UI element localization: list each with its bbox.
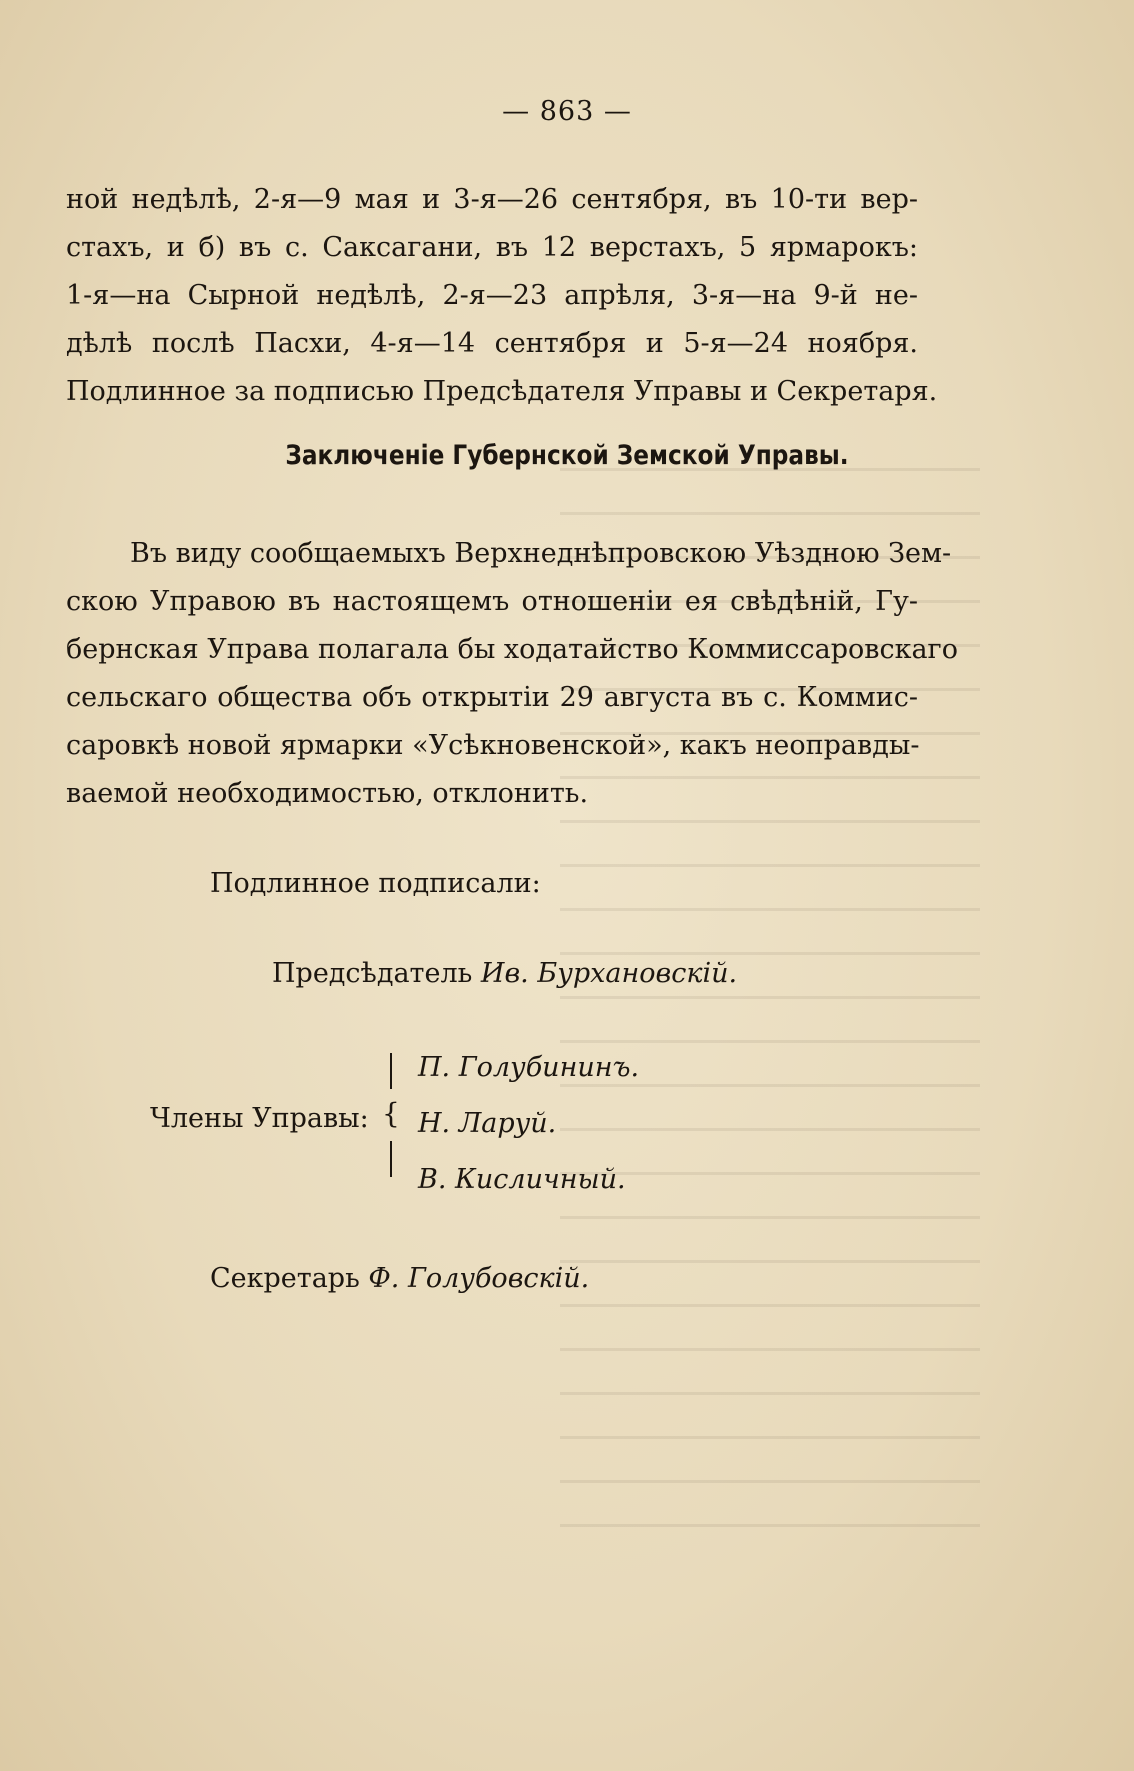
paragraph-conclusion [66, 530, 958, 818]
text-line: скою Управою въ настоящемъ отношеніи ея свѣдѣній, Гу- [66, 586, 918, 617]
member-name: Н. Ларуй. [418, 1108, 557, 1139]
section-heading: Заключеніе Губернской Земской Управы. [285, 440, 849, 471]
text-line: сельскаго общества объ открытіи 29 августа въ с. Коммис- [66, 682, 918, 713]
members-label: Члены Управы: [150, 1103, 369, 1134]
text-line: 1-я—на Сырной недѣлѣ, 2-я—23 апрѣля, 3-я—на 9-й не- [66, 280, 918, 311]
secretary-name: Ф. Голубовскій. [368, 1263, 590, 1294]
signed-label: Подлинное подписали: [210, 868, 541, 899]
text-line: бернская Управа полагала бы ходатайство Коммиссаровскаго [66, 634, 958, 665]
secretary-title: Секретарь [210, 1263, 360, 1294]
member-name: П. Голубининъ. [418, 1052, 640, 1083]
text-line: саровкѣ новой ярмарки «Усѣкновенской», какъ неоправды- [66, 730, 920, 761]
chairman-name: Ив. Бурхановскій. [480, 958, 738, 989]
brace-mark: { [384, 1045, 398, 1185]
text-line: Подлинное за подписью Предсѣдателя Управы и Секретаря. [66, 376, 938, 407]
page-number: — 863 — [502, 96, 632, 127]
member-name: В. Кисличный. [418, 1164, 626, 1195]
text-line: ваемой необходимостью, отклонить. [66, 778, 589, 809]
chairman-title: Предсѣдатель [272, 958, 473, 989]
paragraph-fair-list [66, 176, 938, 416]
text-line: ной недѣлѣ, 2-я—9 мая и 3-я—26 сентября, въ 10-ти вер- [66, 184, 918, 215]
text-line: стахъ, и б) въ с. Саксагани, въ 12 верстахъ, 5 ярмарокъ: [66, 232, 918, 263]
secretary-signature [210, 1263, 589, 1294]
text-line: дѣлѣ послѣ Пасхи, 4-я—14 сентября и 5-я—24 ноября. [66, 328, 918, 359]
chairman-signature [272, 958, 737, 989]
text-line: Въ виду сообщаемыхъ Верхнеднѣпровскою Уѣздною Зем- [130, 538, 952, 569]
